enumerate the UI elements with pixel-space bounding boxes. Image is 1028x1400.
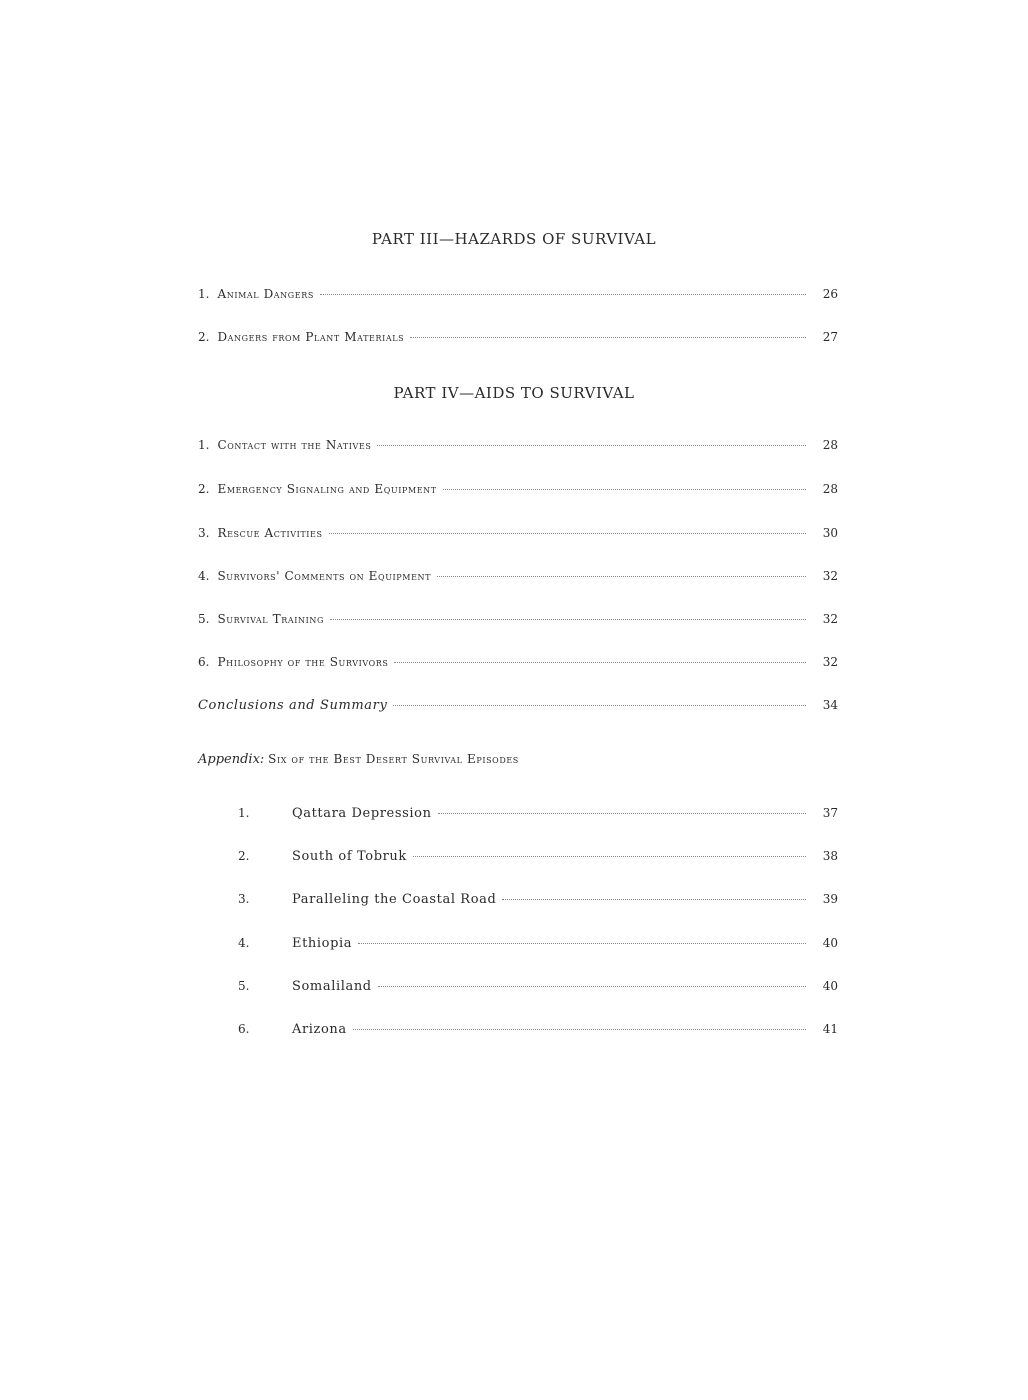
entry-title: Dangers from Plant Materials bbox=[217, 330, 405, 344]
dot-leader bbox=[358, 943, 806, 944]
toc-entry bbox=[198, 526, 838, 546]
dot-leader bbox=[410, 337, 806, 338]
entry-number: 1. bbox=[198, 287, 210, 301]
entry-page: 32 bbox=[822, 612, 838, 626]
entry-page: 34 bbox=[822, 698, 838, 712]
appendix-label: Appendix: bbox=[198, 752, 265, 767]
toc-entry bbox=[198, 287, 838, 307]
entry-title: Survival Training bbox=[217, 612, 324, 626]
entry-number: 5. bbox=[238, 979, 250, 993]
toc-entry bbox=[238, 936, 838, 956]
dot-leader bbox=[502, 899, 806, 900]
dot-leader bbox=[320, 294, 806, 295]
entry-title: Rescue Activities bbox=[217, 526, 323, 540]
entry-title: Contact with the Natives bbox=[217, 438, 372, 452]
entry-number: 2. bbox=[238, 849, 250, 863]
toc-entry bbox=[238, 806, 838, 826]
toc-entry bbox=[198, 330, 838, 350]
entry-title: Animal Dangers bbox=[217, 287, 314, 301]
entry-page: 28 bbox=[822, 482, 838, 496]
toc-entry-conclusions bbox=[198, 698, 838, 718]
entry-title: Emergency Signaling and Equipment bbox=[217, 482, 437, 496]
entry-number: 1. bbox=[238, 806, 250, 820]
entry-number: 2. bbox=[198, 482, 210, 496]
dot-leader bbox=[329, 533, 806, 534]
dot-leader bbox=[437, 576, 806, 577]
dot-leader bbox=[378, 986, 806, 987]
entry-page: 26 bbox=[822, 287, 838, 301]
toc-entry bbox=[198, 655, 838, 675]
entry-number: 5. bbox=[198, 612, 210, 626]
toc-entry bbox=[198, 612, 838, 632]
entry-number: 4. bbox=[238, 936, 250, 950]
entry-title: Paralleling the Coastal Road bbox=[292, 892, 497, 907]
dot-leader bbox=[413, 856, 806, 857]
dot-leader bbox=[353, 1029, 806, 1030]
toc-entry bbox=[238, 849, 838, 869]
entry-page: 32 bbox=[822, 569, 838, 583]
entry-title: Conclusions and Summary bbox=[198, 698, 388, 713]
entry-page: 28 bbox=[822, 438, 838, 452]
toc-entry bbox=[198, 482, 838, 502]
entry-number: 6. bbox=[238, 1022, 250, 1036]
dot-leader bbox=[330, 619, 806, 620]
entry-page: 41 bbox=[822, 1022, 838, 1036]
entry-number: 3. bbox=[198, 526, 210, 540]
part-4-heading: PART IV—AIDS TO SURVIVAL bbox=[393, 384, 635, 402]
appendix-title: Six of the Best Desert Survival Episodes bbox=[268, 752, 519, 766]
entry-page: 38 bbox=[822, 849, 838, 863]
toc-entry bbox=[238, 1022, 838, 1042]
toc-entry bbox=[198, 569, 838, 589]
entry-page: 30 bbox=[822, 526, 838, 540]
part-3-heading: PART III—HAZARDS OF SURVIVAL bbox=[371, 230, 657, 248]
entry-page: 39 bbox=[822, 892, 838, 906]
appendix-heading bbox=[198, 752, 519, 767]
dot-leader bbox=[438, 813, 806, 814]
entry-number: 6. bbox=[198, 655, 210, 669]
entry-title: Qattara Depression bbox=[292, 806, 432, 821]
entry-title: Philosophy of the Survivors bbox=[217, 655, 389, 669]
toc-entry bbox=[238, 892, 838, 912]
entry-page: 32 bbox=[822, 655, 838, 669]
entry-number: 2. bbox=[198, 330, 210, 344]
toc-entry bbox=[198, 438, 838, 458]
entry-page: 37 bbox=[822, 806, 838, 820]
entry-title: Survivors' Comments on Equipment bbox=[217, 569, 432, 583]
entry-title: Somaliland bbox=[292, 979, 372, 994]
dot-leader bbox=[393, 705, 806, 706]
entry-number: 1. bbox=[198, 438, 210, 452]
entry-title: Arizona bbox=[292, 1022, 347, 1037]
entry-number: 4. bbox=[198, 569, 210, 583]
entry-title: Ethiopia bbox=[292, 936, 353, 951]
entry-page: 27 bbox=[822, 330, 838, 344]
entry-page: 40 bbox=[822, 936, 838, 950]
entry-title: South of Tobruk bbox=[292, 849, 407, 864]
entry-page: 40 bbox=[822, 979, 838, 993]
entry-number: 3. bbox=[238, 892, 250, 906]
dot-leader bbox=[394, 662, 806, 663]
dot-leader bbox=[443, 489, 806, 490]
dot-leader bbox=[377, 445, 806, 446]
toc-entry bbox=[238, 979, 838, 999]
